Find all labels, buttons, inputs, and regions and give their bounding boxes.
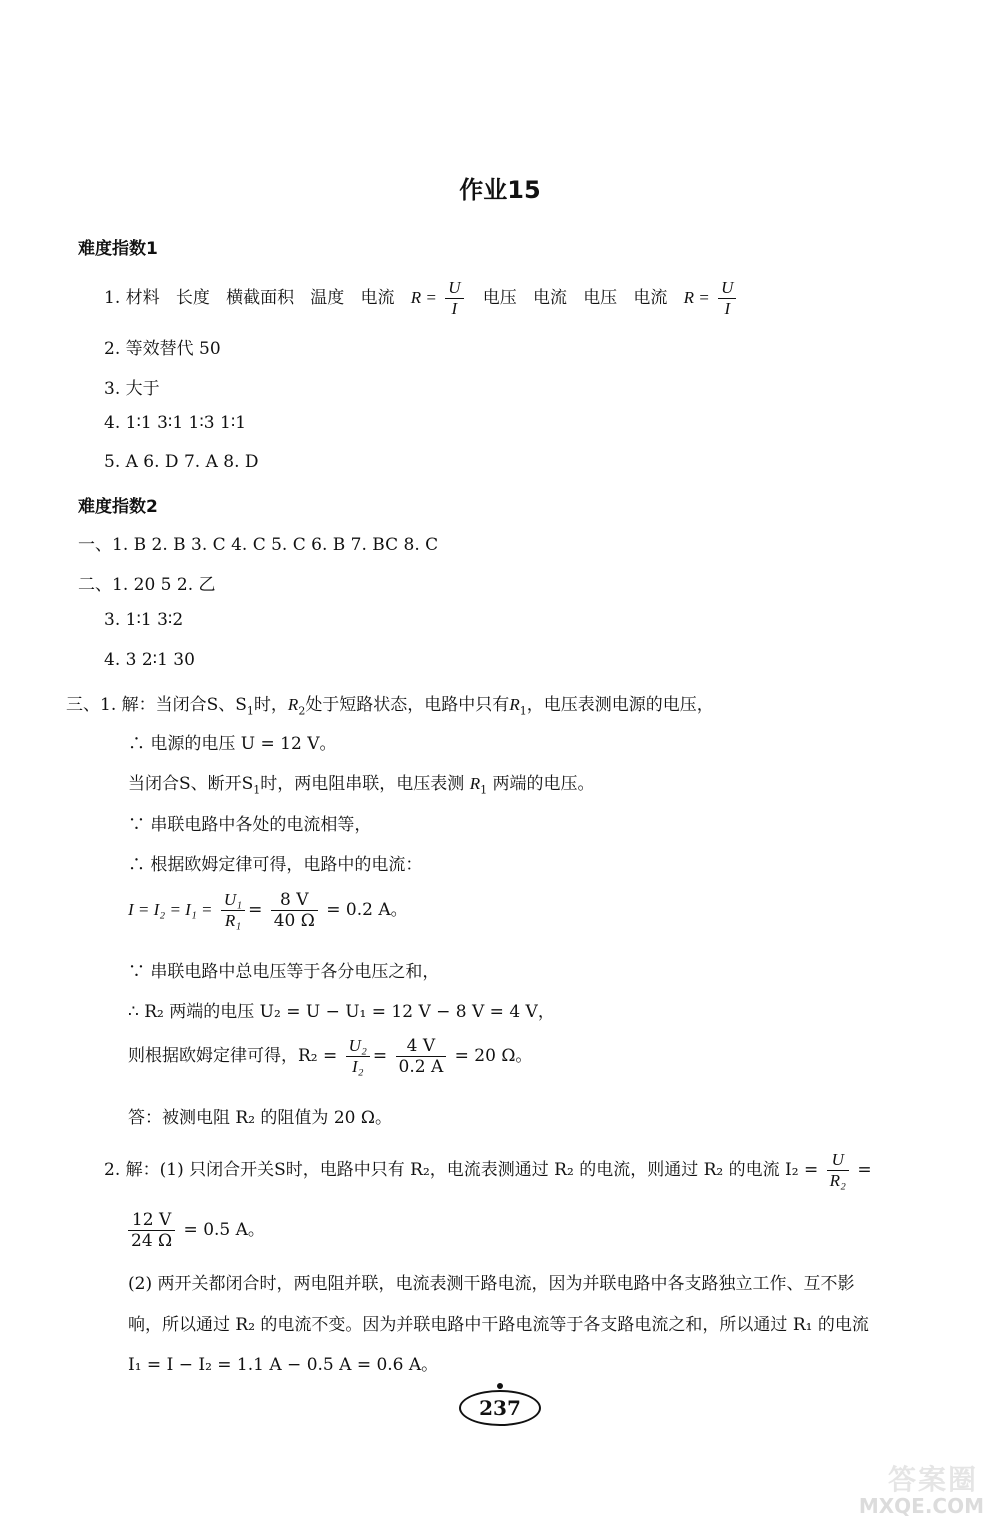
answer-1-2: 2. 等效替代 50 [104, 339, 221, 359]
answer-item: 电压 [482, 288, 517, 308]
solution-1-line1: 三、1. 解：当闭合S、$S_1$时，$R_2$处于短路状态，电路中只有$R_1$，电压表测电源的电压， [66, 695, 714, 718]
solution-2-line4: 响，所以通过 R₂ 的电流不变。因为并联电路中干路电流等于各支路电流之和，所以通过 R₁ 的电流 [128, 1315, 869, 1335]
answer-item: 电流 [633, 288, 668, 308]
watermark-site: MXQE.COM [858, 1494, 984, 1518]
solution-1-line8: ∴ R₂ 两端的电压 U₂ = U − U₁ = 12 V − 8 V = 4 V， [128, 1002, 555, 1022]
solution-1-line5: ∴ 根据欧姆定律可得，电路中的电流： [128, 855, 423, 875]
answer-1-5: 5. A 6. D 7. A 8. D [104, 452, 259, 472]
level1-heading: 难度指数1 [78, 239, 158, 259]
fraction: $\frac{\text{U₁}}{\text{R₁}}$ [221, 890, 245, 931]
solution-1-formula2: 则根据欧姆定律可得，R₂ = $\frac{\text{U₂}}{\text{I₂}}$ = $\frac{4 V}{0.2 A}$ = 20 Ω。 [128, 1036, 533, 1077]
answer-2-part1: 一、1. B 2. B 3. C 4. C 5. C 6. B 7. BC 8. C [78, 535, 439, 555]
solution-1-line2: ∴ 电源的电压 U = 12 V。 [128, 734, 337, 754]
level2-heading: 难度指数2 [78, 497, 158, 517]
watermark [784, 1458, 984, 1518]
fraction: $\frac{U}{I}$ [445, 278, 463, 319]
solution-1-line3: 当闭合S、断开$S_1$时，两电阻串联，电压表测 $R_1$ 两端的电压。 [128, 774, 595, 797]
answer-item: 电压 [583, 288, 618, 308]
fraction: $\frac{U}{I}$ [718, 278, 736, 319]
page-number [0, 1390, 1000, 1426]
watermark-logo: 答案圈 [887, 1463, 978, 1496]
answer-1-1 [104, 278, 739, 319]
answer-item: 电流 [532, 288, 567, 308]
q-num: 1. [104, 288, 121, 308]
page-title: 作业15 [459, 176, 541, 204]
solution-2-line5: I₁ = I − I₂ = 1.1 A − 0.5 A = 0.6 A。 [128, 1355, 439, 1375]
page-number-oval: 237 [459, 1390, 541, 1426]
solution-1-answer: 答：被测电阻 R₂ 的阻值为 20 Ω。 [128, 1108, 392, 1128]
solution-2-line2: $\frac{12 V}{24 \Omega}$ = 0.5 A。 [128, 1210, 265, 1251]
solution-1-line4: ∵ 串联电路中各处的电流相等， [128, 815, 372, 835]
fraction: $\frac{\text{U₂}}{\text{I₂}}$ [346, 1036, 370, 1077]
answer-2-part2b: 3. 1∶1 3∶2 [104, 610, 184, 630]
answer-2-part2c: 4. 3 2∶1 30 [104, 650, 195, 670]
solution-1-formula1: I = I₂ = I₁ = $\frac{\text{U₁}}{\text{R₁}}$ = $\frac{8 V}{40 \Omega}$ = 0.2 A。 [128, 890, 408, 931]
solution-2-line1: 2. 解：(1) 只闭合开关S时，电路中只有 R₂，电流表测通过 R₂ 的电流，则通过 R₂ 的电流 I₂ = $\frac{U}{\text{R₂}}$ = [104, 1150, 872, 1190]
solution-2-line3: (2) 两开关都闭合时，两电阻并联，电流表测干路电流，因为并联电路中各支路独立工作、互不影 [128, 1274, 855, 1294]
answer-item: 温度 [310, 288, 345, 308]
answer-item: 横截面积 [226, 288, 295, 308]
answer-item: 电流 [360, 288, 395, 308]
answer-1-3: 3. 大于 [104, 379, 160, 399]
answer-1-4: 4. 1∶1 3∶1 1∶3 1∶1 [104, 413, 247, 433]
answer-item: 材料 [125, 288, 160, 308]
formula-lhs: R = [410, 288, 437, 307]
solution-1-line7: ∵ 串联电路中总电压等于各分电压之和， [128, 962, 440, 982]
fraction: $\frac{8 V}{40 \Omega}$ [271, 890, 318, 931]
answer-2-part2a: 二、1. 20 5 2. 乙 [78, 575, 216, 595]
fraction: $\frac{4 V}{0.2 A}$ [396, 1036, 447, 1077]
dot-icon [497, 1383, 503, 1389]
formula-lhs: R = [683, 288, 710, 307]
fraction: $\frac{12 V}{24 \Omega}$ [128, 1210, 175, 1251]
answer-item: 长度 [175, 288, 210, 308]
fraction: $\frac{U}{\text{R₂}}$ [827, 1150, 849, 1191]
